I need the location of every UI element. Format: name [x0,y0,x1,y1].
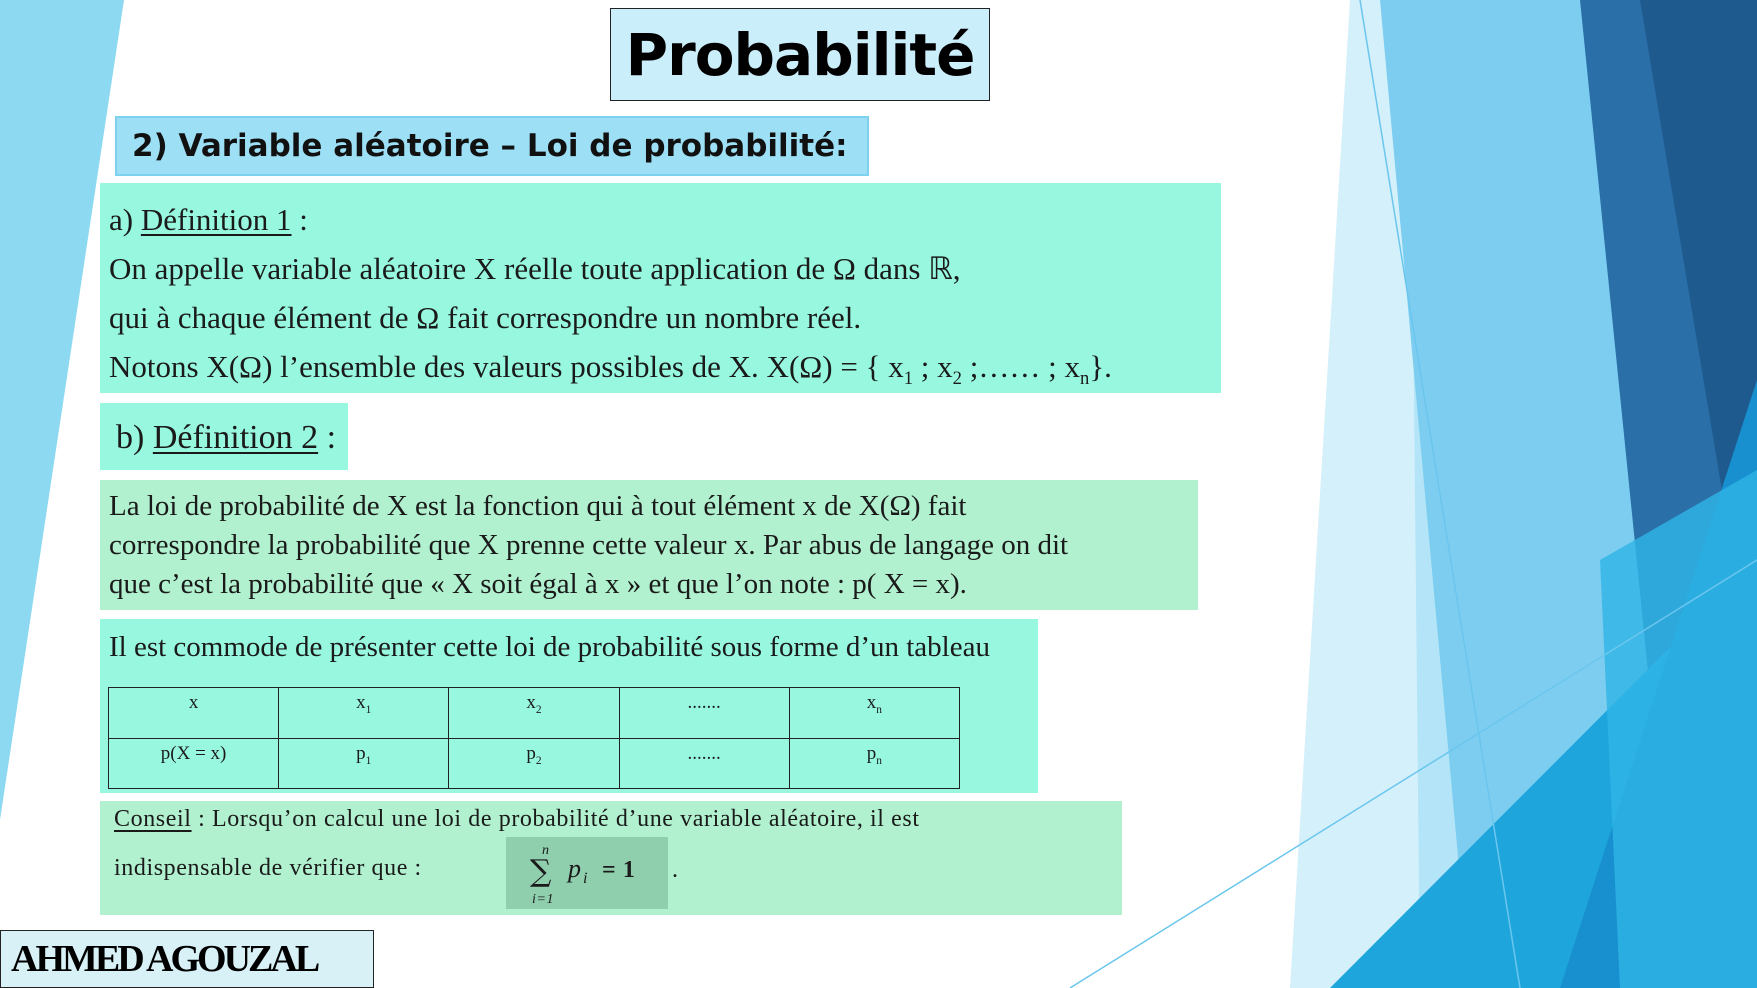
section-header [115,116,869,176]
probability-table [108,687,960,789]
right-bright-triangle [1600,470,1757,988]
table-cell: ....... [619,738,789,789]
author-name: AHMED AGOUZAL [11,938,318,980]
advice-line-1: Conseil : Lorsqu’on calcul une loi de probabilité d’une variable aléatoire, il est [114,806,920,832]
formula-bottom: i=1 [532,892,555,907]
slide-title: Probabilité [625,20,975,89]
definition-1-box [100,183,1221,393]
formula-sigma: ∑ [530,854,553,889]
table-cell: $p_n$ [789,738,959,789]
definition-1-line-3: Notons X(Ω) l’ensemble des valeurs possibles de X. X(Ω) = { $x_1$ ; $x_2$ ;…… ; $x_n$}. [109,349,1112,390]
sum-formula [506,837,679,909]
law-line-2: correspondre la probabilité que X prenne cette valeur x. Par abus de langage on dit [109,529,1069,561]
definition-1-line-1: On appelle variable aléatoire X réelle toute application de Ω dans ℝ, [109,251,961,286]
formula-eq: = 1 [602,857,636,883]
definition-1-label: Définition 1 [140,202,292,237]
table-cell: ....... [619,688,789,739]
definition-1-heading: a) Définition 1 : [109,202,308,237]
formula-dot: . [672,857,679,883]
formula-p: p [568,854,582,883]
advice-line-2: indispensable de vérifier que : [114,855,422,881]
law-line-1: La loi de probabilité de X est la fonction qui à tout élément x de X(Ω) fait [109,490,967,522]
table-cell: $x_n$ [789,688,959,739]
table-intro: Il est commode de présenter cette loi de probabilité sous forme d’un tableau [109,631,990,663]
table-box [100,619,1038,793]
advice-box [100,801,1122,915]
definition-1-line-2: qui à chaque élément de Ω fait correspondre un nombre réel. [109,300,862,335]
table-cell: p(X = x) [109,738,279,789]
title-box [610,8,990,101]
formula-top: n [542,843,550,858]
definition-2-heading-box: b) Définition 2 : [100,403,348,470]
probability-law-box [100,480,1198,610]
table-cell: $x_2$ [449,688,619,739]
table-cell: $x_1$ [279,688,449,739]
section-title: 2) Variable aléatoire – Loi de probabilité: [132,128,848,164]
definition-2-label: Définition 2 [152,419,319,456]
author-box [0,930,374,988]
table-row [109,688,960,739]
table-row [109,738,960,789]
table-cell: $p_2$ [449,738,619,789]
table-cell: x [109,688,279,739]
formula-i: i [583,870,589,887]
law-line-3: que c’est la probabilité que « X soit égal à x » et que l’on note : p( X = x). [109,568,967,600]
advice-label: Conseil [114,806,192,832]
table-cell: $p_1$ [279,738,449,789]
